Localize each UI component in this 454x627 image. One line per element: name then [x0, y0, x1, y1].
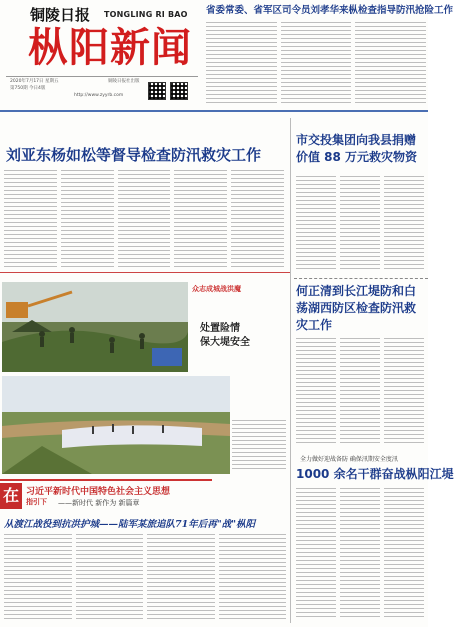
flood-work-photo	[2, 282, 188, 372]
story3-headline[interactable]: 1000 余名干群奋战枞阳江堤	[296, 467, 454, 481]
bottom-story-headline[interactable]: 从渡江战役到抗洪护城——陆军某旅追队71年后再"战"枞阳	[4, 519, 256, 530]
story3-body-text	[296, 488, 424, 618]
series-badge: 在	[0, 483, 22, 509]
story-separator	[294, 278, 428, 279]
masthead-divider	[6, 76, 198, 77]
main-body-text	[4, 170, 284, 270]
story3-kicker: 全力做好迎战备防 确保汛期安全度汛	[300, 456, 398, 463]
masthead	[4, 4, 200, 104]
series-subtitle: ——新时代 新作为 新篇章	[58, 499, 140, 507]
series-title: 习近平新时代中国特色社会主义思想	[26, 487, 171, 497]
lead-body-text	[206, 22, 426, 104]
qr-code-icon	[148, 82, 166, 100]
bottom-story-body	[4, 534, 286, 622]
story2-body-text	[296, 338, 424, 446]
story1-headline[interactable]: 市交投集团向我县捐赠价值 88 万元救灾物资	[296, 133, 418, 164]
photo-caption-block	[200, 322, 280, 350]
section-divider	[0, 110, 428, 112]
photo-caption-text	[232, 420, 286, 472]
series-badge-2: 指引下	[26, 498, 47, 506]
photo-caption-line-1: 处置险情	[200, 323, 240, 334]
lead-article	[206, 4, 454, 104]
series-banner	[0, 479, 212, 509]
publisher-pinyin: TONGLING RI BAO	[104, 10, 188, 19]
org-line: 铜陵日报社出版	[108, 79, 140, 84]
embankment-photo	[2, 376, 230, 474]
site-url[interactable]: http://www.zyyrb.com	[74, 93, 124, 98]
column-divider	[290, 118, 291, 623]
story1-body-text	[296, 176, 424, 272]
story2-headline[interactable]: 何正清到长江堤防和白荡湖西防区检查防汛救灾工作	[296, 284, 417, 332]
publisher-name: 铜陵日报	[30, 6, 91, 24]
feature-divider	[0, 272, 290, 273]
date-line: 2020年7月17日 星期五	[10, 79, 59, 84]
qr-code-icon	[170, 82, 188, 100]
issue-line: 第750期 今日4版	[10, 86, 46, 91]
photo-caption-line-2: 保大堤安全	[200, 337, 250, 348]
feature-tag: 众志成城战洪魔	[192, 285, 241, 293]
newspaper-title: 枞阳新闻	[28, 24, 192, 71]
lead-headline[interactable]: 省委常委、省军区司令员刘孝华来枞检查指导防汛抢险工作	[206, 5, 454, 16]
main-headline[interactable]: 刘亚东杨如松等督导检查防汛救灾工作	[6, 146, 262, 164]
